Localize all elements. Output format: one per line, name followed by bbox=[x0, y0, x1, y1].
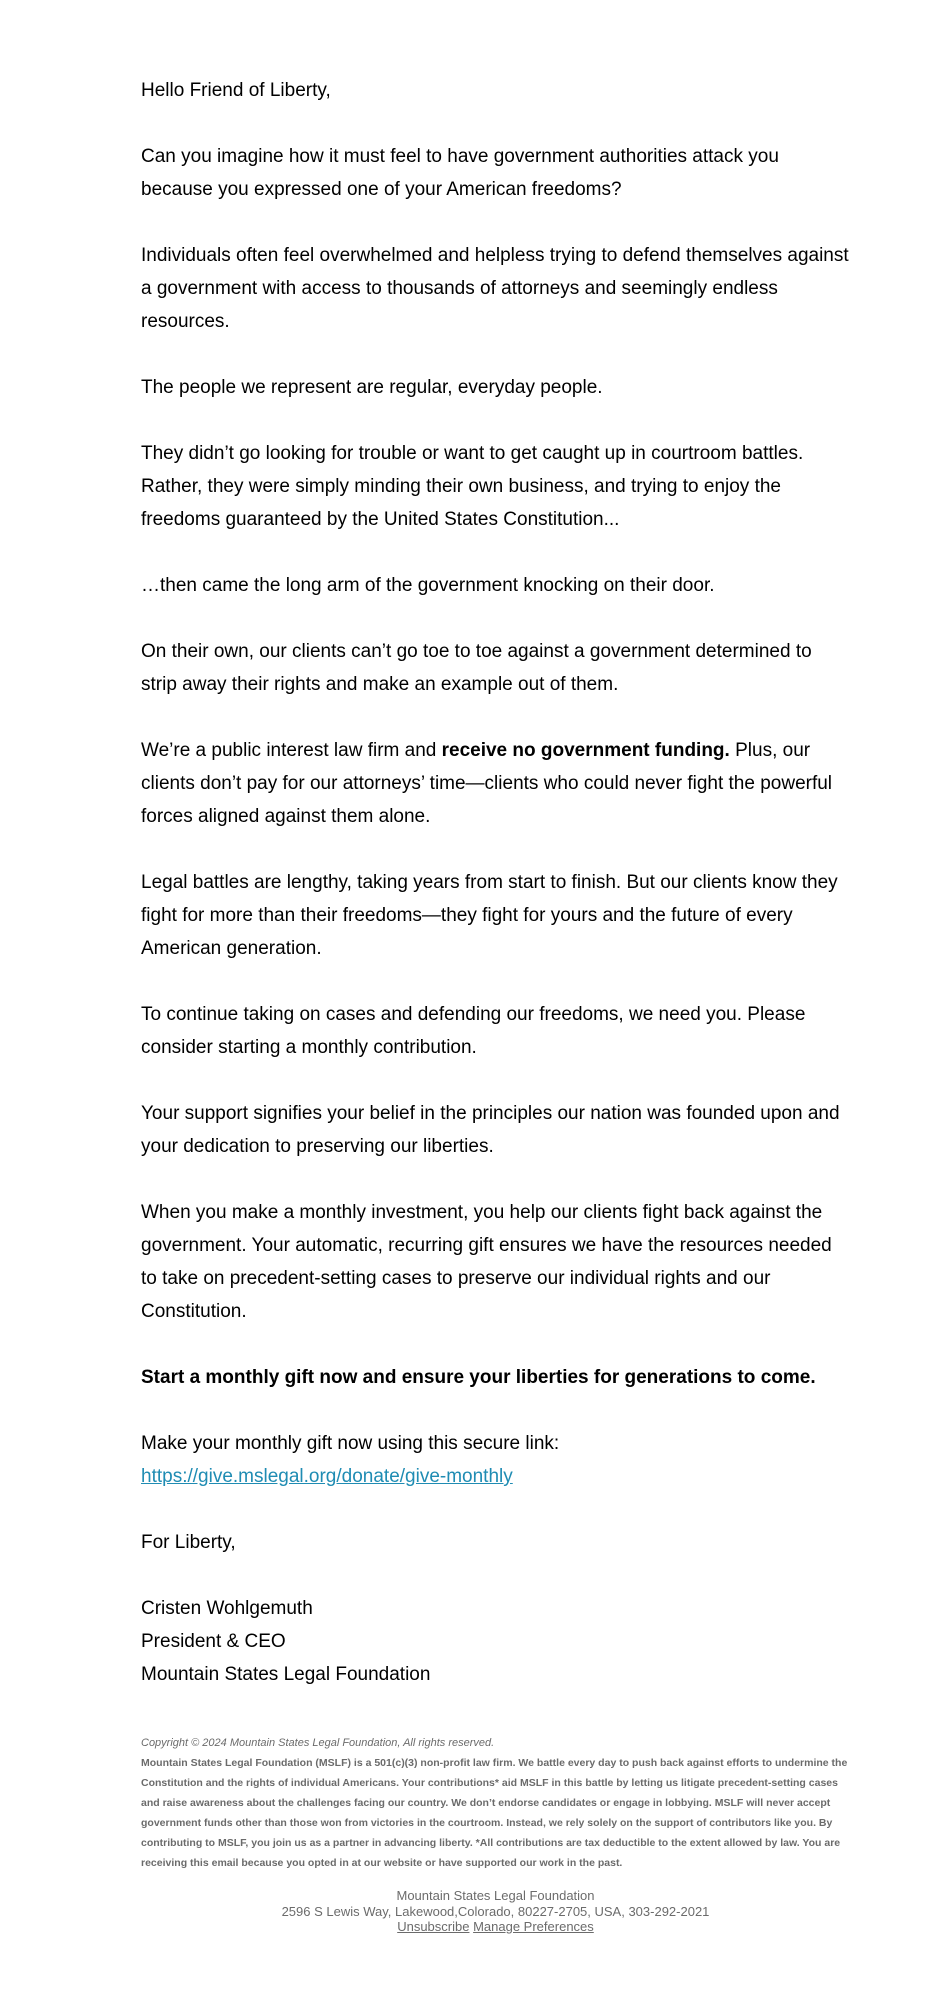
footer-org-name: Mountain States Legal Foundation bbox=[396, 1888, 595, 1903]
funding-bold: receive no government funding. bbox=[441, 740, 730, 761]
paragraph-toe-to-toe: On their own, our clients can’t go toe to toe against a government determined to strip away their rights and make an example out of them. bbox=[141, 641, 812, 695]
footer-legal-text: Mountain States Legal Foundation (MSLF) is a 501(c)(3) non-profit law firm. We battle every day to push back against efforts to undermine the Constitution and the rights of individual Americans. Your contributions* aid MSLF in this battle by letting us litigate precedent-setting cases and raise awareness about the challenges facing our country. We don’t endorse candidates or engage in lobbying. MSLF will never accept government funds other than those won from victories in the courtroom. Instead, we rely solely on the support of contributors like you. By contributing to MSLF, you join us as a partner in advancing liberty. *All contributions are tax deductible to the extent allowed by law. You are receiving this email because you opted in at our website or have supported our work in the past. bbox=[141, 1757, 848, 1869]
footer-address: 2596 S Lewis Way, Lakewood,Colorado, 80227-2705, USA, 303-292-2021 bbox=[281, 1903, 710, 1919]
funding-before: We’re a public interest law firm and bbox=[141, 740, 442, 761]
greeting: Hello Friend of Liberty, bbox=[141, 80, 331, 101]
paragraph-support: Your support signifies your belief in the principles our nation was founded upon and your dedication to preserving our liberties. bbox=[141, 1103, 840, 1157]
signoff: For Liberty, bbox=[141, 1532, 236, 1553]
signature-org: Mountain States Legal Foundation bbox=[141, 1664, 431, 1685]
call-to-action: Start a monthly gift now and ensure your liberties for generations to come. bbox=[141, 1367, 816, 1388]
paragraph-long-arm: …then came the long arm of the government knocking on their door. bbox=[141, 575, 715, 596]
paragraph-overwhelmed: Individuals often feel overwhelmed and helpless trying to defend themselves against a government with access to thousands of attorneys and seemingly endless resources. bbox=[141, 245, 849, 332]
paragraph-continue: To continue taking on cases and defending our freedoms, we need you. Please consider starting a monthly contribution. bbox=[141, 1004, 806, 1058]
footer-copyright: Copyright © 2024 Mountain States Legal Foundation, All rights reserved. bbox=[141, 1737, 495, 1749]
manage-preferences-link[interactable]: Manage Preferences bbox=[473, 1919, 594, 1934]
paragraph-legal-battles: Legal battles are lengthy, taking years from start to finish. But our clients know they fight for more than their freedoms—they fight for yours and the future of every American generation. bbox=[141, 872, 838, 959]
paragraph-imagine: Can you imagine how it must feel to have government authorities attack you because you expressed one of your American freedoms? bbox=[141, 146, 779, 200]
funding-after: Plus, our clients don’t pay for our attorneys’ time—clients who could never fight the powerful forces aligned against them alone. bbox=[141, 740, 833, 827]
paragraph-regular-people: The people we represent are regular, everyday people. bbox=[141, 377, 603, 398]
give-monthly-link[interactable]: https://give.mslegal.org/donate/give-monthly bbox=[141, 1466, 513, 1487]
unsubscribe-link[interactable]: Unsubscribe bbox=[397, 1919, 470, 1934]
paragraph-monthly-investment: When you make a monthly investment, you help our clients fight back against the government. Your automatic, recurring gift ensures we have the resources needed to take on precedent-setting cases to preserve our individual rights and our Constitution. bbox=[141, 1202, 832, 1322]
paragraph-no-trouble: They didn’t go looking for trouble or want to get caught up in courtroom battles. Rather, they were simply minding their own business, and trying to enjoy the freedoms guaranteed by the United States Constitution... bbox=[141, 443, 804, 530]
signature-title: President & CEO bbox=[141, 1631, 286, 1652]
email-body bbox=[141, 74, 850, 1691]
footer-address-block bbox=[141, 1888, 850, 1935]
paragraph-funding bbox=[141, 734, 850, 833]
signature-name: Cristen Wohlgemuth bbox=[141, 1598, 313, 1619]
link-intro: Make your monthly gift now using this secure link: bbox=[141, 1433, 560, 1454]
